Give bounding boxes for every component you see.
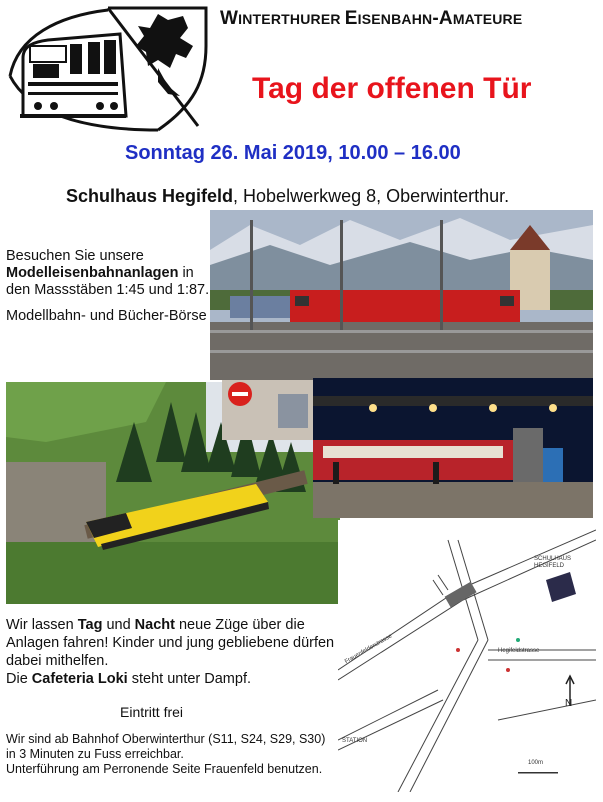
photo-model-layout-red-locomotives: [210, 210, 593, 380]
map-station-label: STATION: [342, 738, 368, 744]
club-name: WINTERTHURER EISENBAHN-AMATEURE: [220, 8, 523, 29]
date-line: Sonntag 26. Mai 2019, 10.00 – 16.00: [125, 142, 461, 164]
venue-address: , Hobelwerkweg 8, Oberwinterthur.: [233, 186, 510, 206]
travel-info: [6, 732, 326, 777]
map-street-frauenfelder: Frauenfelderstrasse: [344, 633, 394, 666]
venue-name: Schulhaus Hegifeld: [66, 186, 234, 206]
entry-note: Eintritt frei: [120, 704, 184, 720]
activities-text: Wir lassen Tag und Nacht neue Züge über die Anlagen fahren! Kinder und jung gebliebene dürfen dabei mithelfen. Die Cafeteria Loki steht unter Dampf.: [6, 617, 335, 687]
intro-text: [6, 248, 210, 334]
venue: [66, 186, 509, 207]
intro-paragraph-1: Besuchen Sie unsere Modelleisenbahnanlagen in den Massstäben 1:45 und 1:87.: [6, 248, 210, 298]
map-street-hegifeld: Hegifeldstrasse: [498, 648, 540, 654]
photo-night-station: [313, 378, 593, 518]
map-school-label: SCHULHAUS HEGIFELD: [534, 556, 572, 569]
club-logo: [8, 6, 208, 132]
travel-line-1: Wir sind ab Bahnhof Oberwinterthur (S11, S24, S29, S30) in 3 Minuten zu Fuss erreichbar.: [6, 732, 326, 761]
intro-paragraph-2: Modellbahn- und Bücher-Börse: [6, 308, 207, 324]
photo-indoor-sign: [222, 380, 314, 440]
travel-line-2: Unterführung am Perronende Seite Frauenfeld benutzen.: [6, 762, 323, 776]
map-north-label: N: [565, 698, 573, 709]
headline: Tag der offenen Tür: [252, 72, 532, 105]
map-scale-label: 100m: [528, 760, 544, 766]
location-map: [338, 520, 596, 792]
